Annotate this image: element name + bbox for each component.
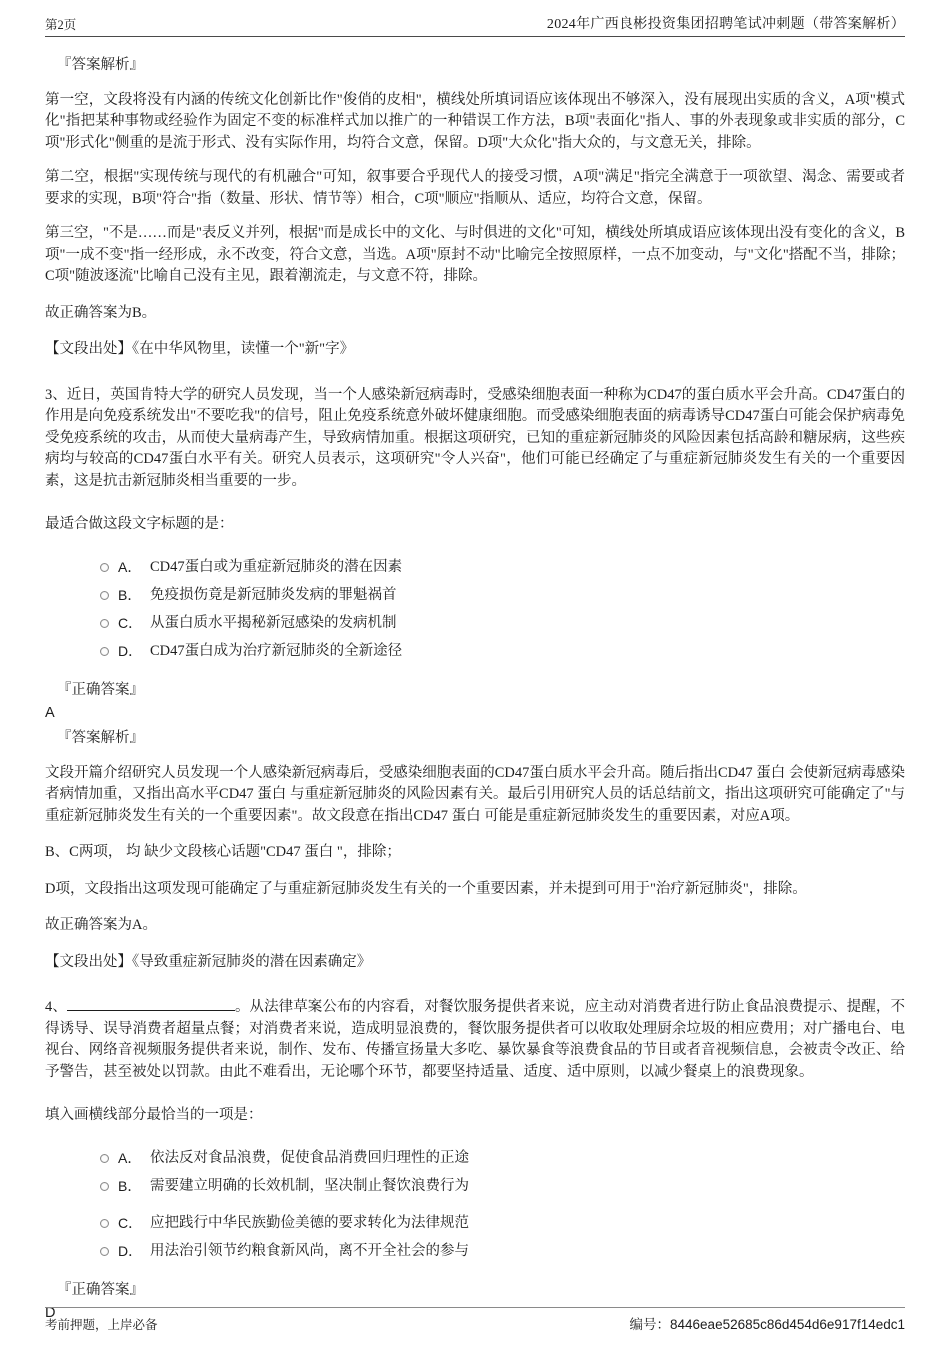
radio-icon[interactable]: [100, 1154, 109, 1163]
radio-icon[interactable]: [100, 1182, 109, 1191]
verdict-text: 故正确答案为A。: [45, 917, 157, 933]
option-a[interactable]: [100, 1145, 905, 1173]
correct-answer-value: A: [45, 705, 55, 721]
analysis-paragraph: 第三空，"不是……而是"表反义并列，根据"而是成长中的文化、与时俱进的文化"可知，横线处所填成语应该体现出没有变化的含义，B项"一成不变"指一经形成，永不改变，符合文意，当选。A项"原封不动"比喻完全按照原样，一点不加变动，与"文化"搭配不当，排除；C项"随波逐流"比喻自己没有主见，跟着潮流走，与文意不符，排除。: [45, 225, 905, 284]
option-letter: B．: [118, 1177, 142, 1194]
source-reference: 【文段出处】《导致重症新冠肺炎的潜在因素确定》: [45, 953, 372, 970]
radio-icon[interactable]: [100, 563, 109, 572]
answer-analysis-label: 『答案解析』: [57, 57, 144, 73]
page-number: 第2页: [45, 18, 77, 32]
option-text: 需要建立明确的长效机制，坚决制止餐饮浪费行为: [150, 1177, 469, 1194]
question-3-options: [100, 554, 905, 666]
option-letter: C．: [118, 1214, 143, 1231]
radio-icon[interactable]: [100, 647, 109, 656]
option-text: 从蛋白质水平揭秘新冠感染的发病机制: [150, 614, 397, 631]
radio-icon[interactable]: [100, 1219, 109, 1228]
option-letter: C．: [118, 614, 143, 631]
option-b[interactable]: [100, 1173, 905, 1201]
correct-answer-block: [45, 680, 905, 750]
footer-slogan: 考前押题，上岸必备: [45, 1318, 158, 1332]
page-footer: [45, 1307, 905, 1333]
question-4-options: [100, 1145, 905, 1266]
blank-underline: [67, 998, 235, 1011]
radio-icon[interactable]: [100, 1247, 109, 1256]
option-c[interactable]: [100, 610, 905, 638]
option-text: CD47蛋白或为重症新冠肺炎的潜在因素: [150, 558, 403, 575]
question-4-number: 4、: [45, 999, 67, 1015]
option-a[interactable]: [100, 554, 905, 582]
radio-icon[interactable]: [100, 619, 109, 628]
verdict-text: 故正确答案为B。: [45, 304, 157, 321]
correct-answer-label: 『正确答案』: [57, 681, 144, 698]
option-letter: D．: [118, 642, 143, 659]
option-c[interactable]: [100, 1210, 905, 1238]
option-letter: A．: [118, 1149, 142, 1166]
analysis-paragraph: 第二空，根据"实现传统与现代的有机融合"可知，叙事要合乎现代人的接受习惯，A项"满足"指完全满意于一项欲望、渴念、需要或者要求的实现，B项"符合"指（数量、形状、情节等）相合，C项"顺应"指顺从、适应，均符合文意，保留。: [45, 169, 905, 207]
question-3-prompt: 最适合做这段文字标题的是：: [45, 516, 234, 532]
source-reference: 【文段出处】《在中华风物里，读懂一个"新"字》: [45, 341, 355, 357]
analysis-paragraph: 文段开篇介绍研究人员发现一个人感染新冠病毒后，受感染细胞表面的CD47蛋白质水平会升高。随后指出CD47 蛋白 会使新冠病毒感染者病情加重，又指出高水平CD47 蛋白 与重症新冠肺炎的风险因素有关。最后引用研究人员的话总结前文，指出这项研究可能确定了"与重症新冠肺炎发生有关的一个重要因素"。故文段意在指出CD47 蛋白 可能是重症新冠肺炎发生的重要因素，对应A项。: [45, 764, 905, 824]
page-header: [45, 0, 905, 37]
document-title: 2024年广西良彬投资集团招聘笔试冲刺题（带答案解析）: [546, 17, 905, 32]
document-serial-number: 编号：8446eae52685c86d454d6e917f14edc1: [629, 1317, 905, 1332]
option-text: 用法治引领节约粮食新风尚，离不开全社会的参与: [150, 1242, 469, 1259]
option-letter: D．: [118, 1242, 143, 1259]
option-letter: A．: [118, 558, 142, 575]
question-3-stem: 3、近日，英国肯特大学的研究人员发现，当一个人感染新冠病毒时，受感染细胞表面一种称为CD47的蛋白质水平会升高。CD47蛋白的作用是向免疫系统发出"不要吃我"的信号，阻止免疫系统意外破坏健康细胞。而受感染细胞表面的病毒诱导CD47蛋白可能会保护病毒免受免疫系统的攻击，从而使大量病毒产生，导致病情加重。根据这项研究，已知的重症新冠肺炎的风险因素包括高龄和糖尿病，这些疾病均与较高的CD47蛋白水平有关。研究人员表示，这项研究"令人兴奋"，他们可能已经确定了与重症新冠肺炎发生有关的一个重要因素，这是抗击新冠肺炎相当重要的一步。: [45, 386, 905, 489]
question-4-stem: [45, 997, 905, 1083]
option-text: 免疫损伤竟是新冠肺炎发病的罪魁祸首: [150, 586, 397, 603]
page-content: [45, 37, 905, 1324]
question-4-prompt: 填入画横线部分最恰当的一项是：: [45, 1107, 263, 1123]
question-4-text: 。从法律草案公布的内容看，对餐饮服务提供者来说，应主动对消费者进行防止食品浪费提示、提醒，不得诱导、误导消费者超量点餐；对消费者来说，造成明显浪费的，餐饮服务提供者可以收取处理厨余垃圾的相应费用；对广播电台、电视台、网络音视频服务提供者来说，制作、发布、传播宣扬量大多吃、暴饮暴食等浪费食品的节目或者音视频信息，会被责令改正、给予警告，甚至被处以罚款。由此不难看出，无论哪个环节，都要坚持适量、适度、适中原则，以减少餐桌上的浪费现象。: [45, 999, 906, 1080]
radio-icon[interactable]: [100, 591, 109, 600]
correct-answer-label: 『正确答案』: [57, 1281, 144, 1298]
option-b[interactable]: [100, 582, 905, 610]
analysis-paragraph: B、C两项， 均 缺少文段核心话题"CD47 蛋白 "，排除；: [45, 844, 401, 860]
option-letter: B．: [118, 586, 142, 603]
option-d[interactable]: [100, 1238, 905, 1266]
option-d[interactable]: [100, 638, 905, 666]
correct-answer-value: D: [45, 1305, 56, 1321]
analysis-paragraph: 第一空，文段将没有内涵的传统文化创新比作"俊俏的皮相"，横线处所填词语应该体现出不够深入，没有展现出实质的含义，A项"模式化"指把某种事物或经验作为固定不变的标准样式加以推广的一种错误工作方法，B项"表面化"指人、事的外表现象或非实质的部分，C项"形式化"侧重的是流于形式、没有实际作用，均符合文意，保留。D项"大众化"指大众的，与文意无关，排除。: [45, 91, 905, 151]
option-text: 应把践行中华民族勤俭美德的要求转化为法律规范: [150, 1214, 469, 1231]
option-text: 依法反对食品浪费，促使食品消费回归理性的正途: [150, 1149, 469, 1166]
answer-analysis-label: 『答案解析』: [57, 730, 144, 746]
option-text: CD47蛋白成为治疗新冠肺炎的全新途径: [150, 642, 403, 659]
analysis-paragraph: D项，文段指出这项发现可能确定了与重症新冠肺炎发生有关的一个重要因素，并未提到可用于"治疗新冠肺炎"，排除。: [45, 880, 807, 897]
